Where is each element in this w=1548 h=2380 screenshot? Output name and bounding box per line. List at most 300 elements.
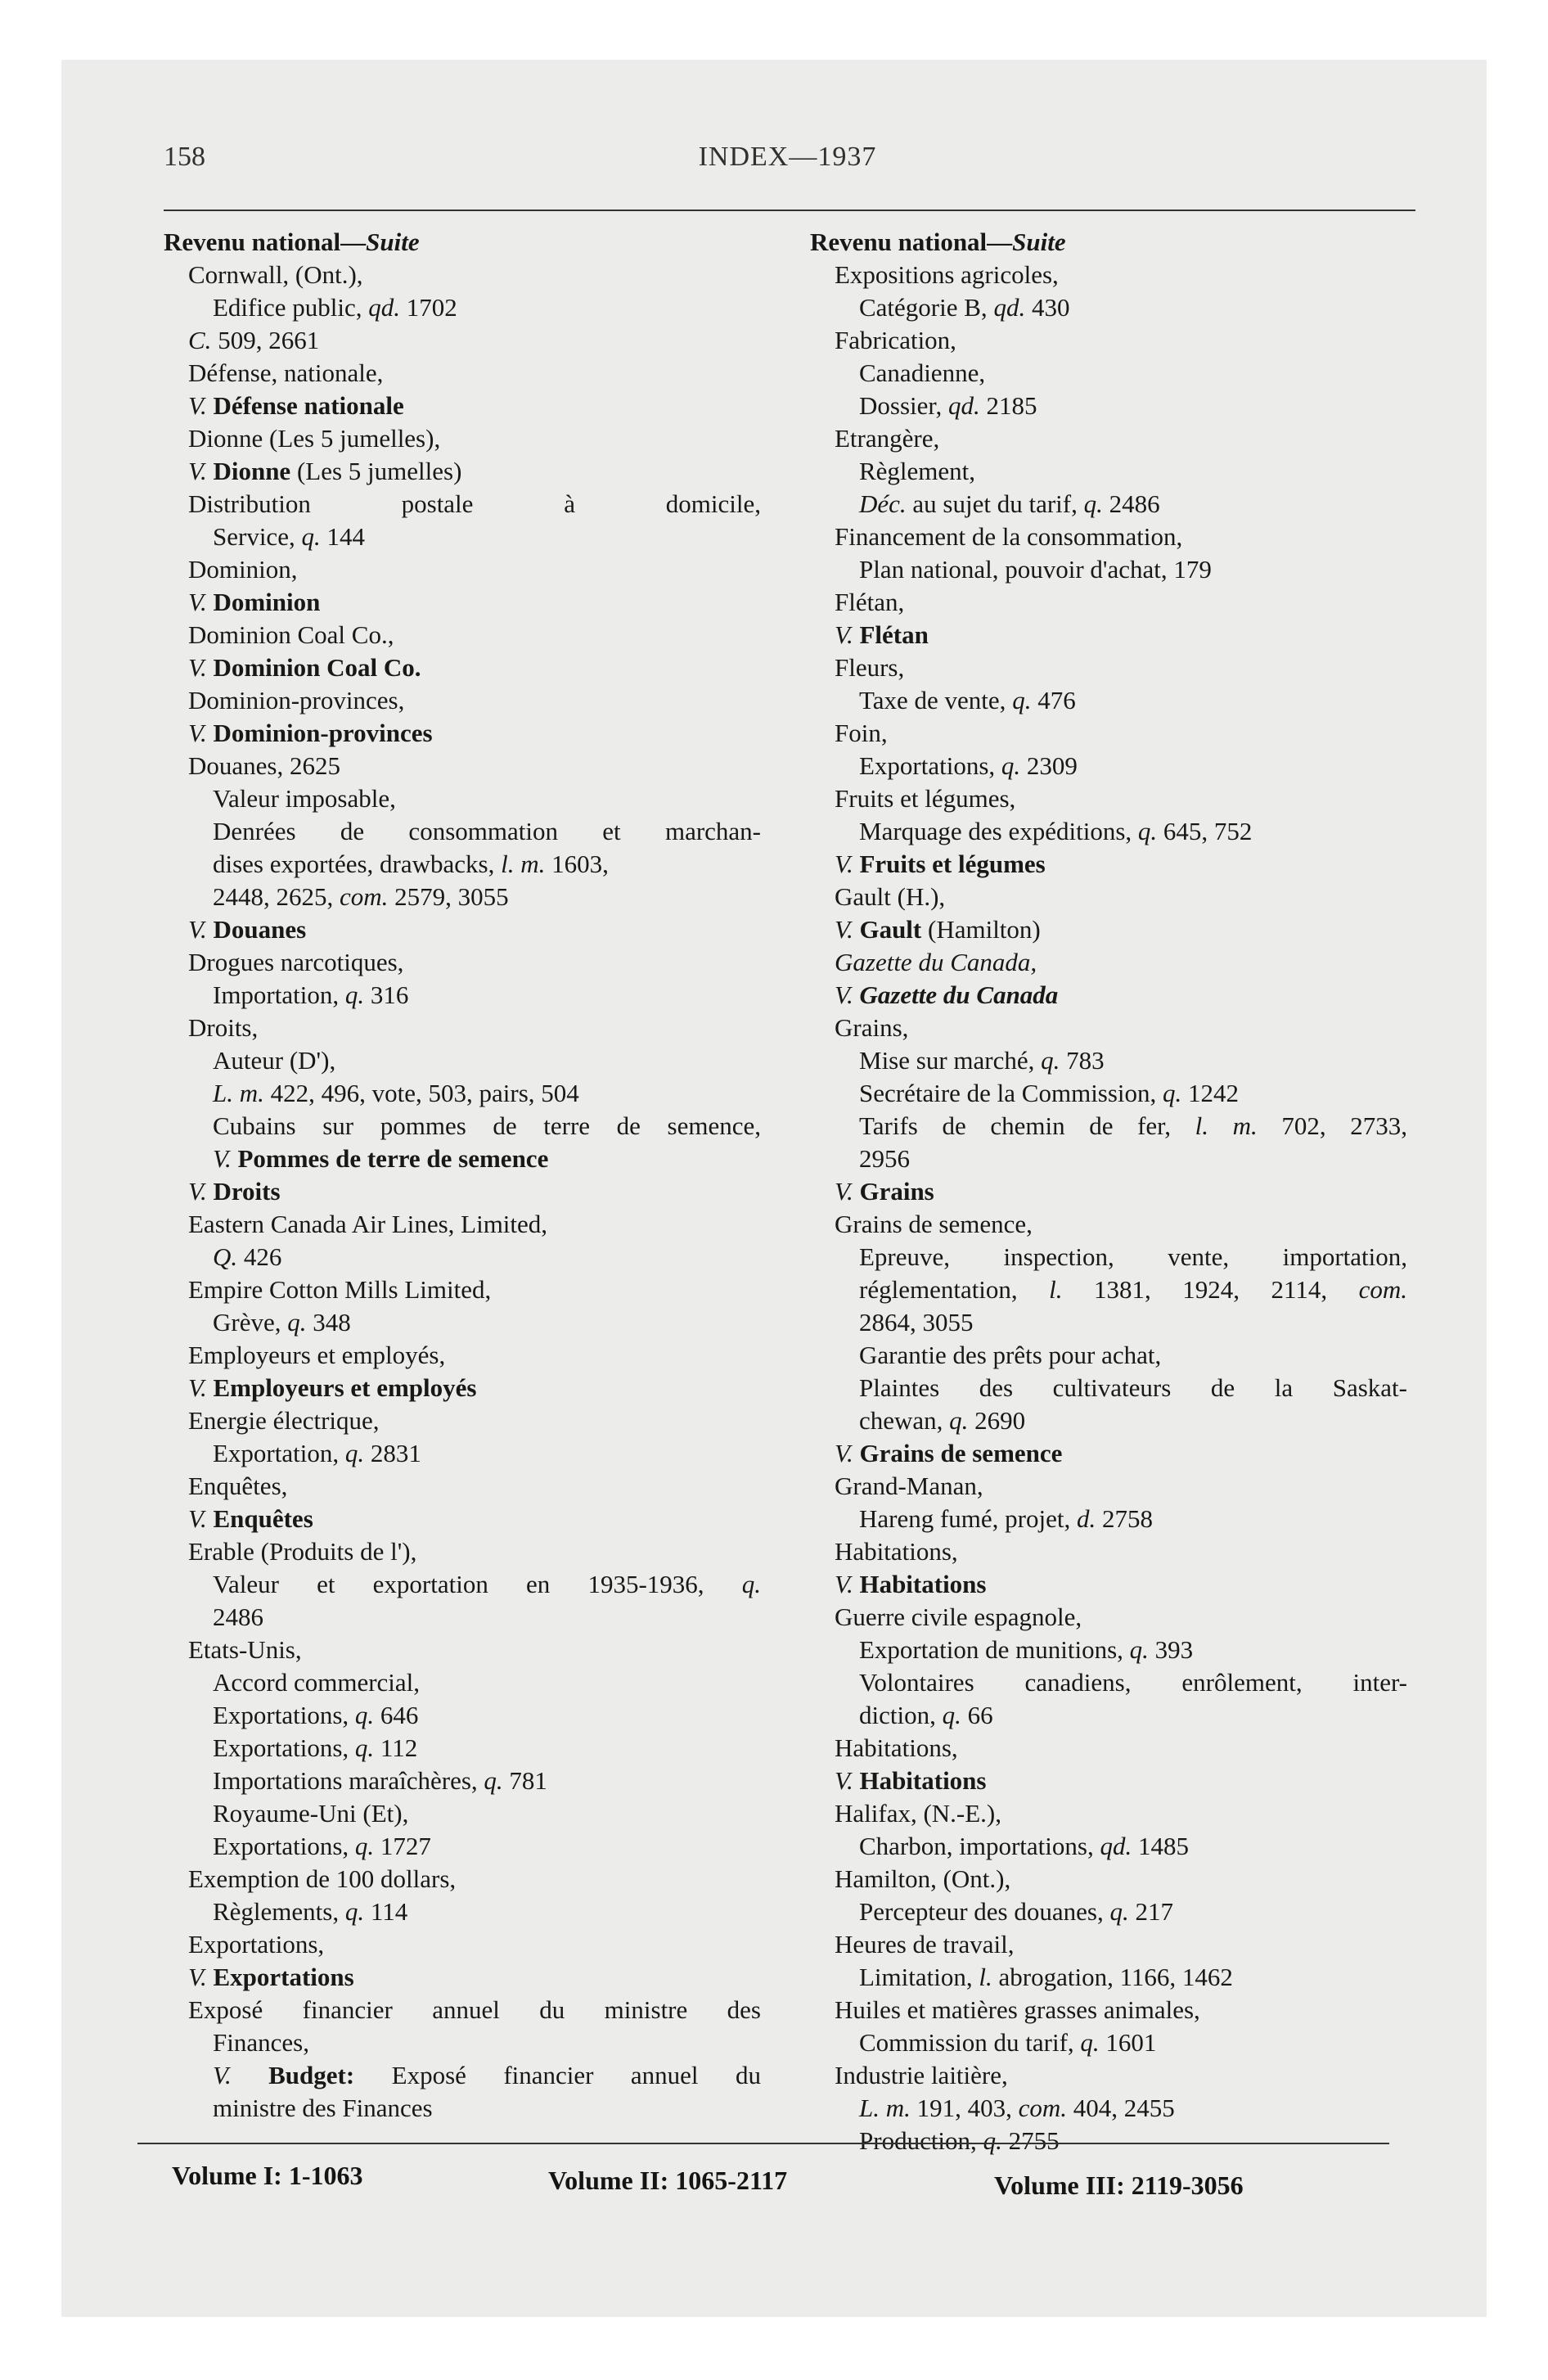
entry-text: Empire Cotton Mills Limited, <box>188 1275 492 1304</box>
entry-text: Fruits et légumes, <box>835 784 1016 813</box>
index-entry <box>164 357 761 390</box>
entry-text: Hamilton, (Ont.), <box>835 1864 1011 1893</box>
entry-text: Exportation de munitions, <box>859 1635 1130 1664</box>
reference-type: q. <box>1163 1079 1182 1107</box>
entry-text: Drogues narcotiques, <box>188 948 404 976</box>
index-entry <box>810 946 1407 979</box>
see-label: V. <box>188 1177 214 1206</box>
see-target: Budget: <box>268 2061 355 2089</box>
see-label: V. <box>188 457 214 485</box>
index-entry <box>810 390 1407 422</box>
index-entry <box>810 586 1407 619</box>
page-references: 144 <box>320 522 365 551</box>
entry-text: Foin, <box>835 719 888 747</box>
entry-text: Production, <box>859 2126 983 2155</box>
index-column-left <box>164 226 761 2125</box>
page-references: 2831 <box>364 1439 421 1467</box>
reference-type: q. <box>1129 1635 1149 1664</box>
reference-type: q. <box>983 2126 1002 2155</box>
page-references: 217 <box>1128 1897 1173 1926</box>
entry-text: Catégorie B, <box>859 293 994 322</box>
reference-type: q. <box>1083 489 1103 518</box>
entry-text: Exportations, <box>188 1930 325 1959</box>
entry-text: Plaintes des cultivateurs de la Saskat- <box>859 1373 1407 1402</box>
page-references: 348 <box>306 1308 351 1336</box>
reference-type: qd. <box>947 391 980 420</box>
index-entry <box>164 1863 761 1895</box>
index-cross-reference <box>164 1143 761 1175</box>
index-entry <box>164 1404 761 1437</box>
entry-text: Importation, <box>213 980 345 1009</box>
page-references: 645, 752 <box>1157 817 1253 845</box>
heading-continued: Suite <box>1012 228 1066 256</box>
see-label: V. <box>835 915 860 944</box>
reference-type: Gazette du Canada, <box>835 948 1037 976</box>
page-references: 422, 496, vote, 503, pairs, 504 <box>263 1079 579 1107</box>
index-entry <box>164 1110 761 1143</box>
reference-type: l. <box>979 1963 992 1991</box>
entry-text: Garantie des prêts pour achat, <box>859 1341 1162 1369</box>
index-entry <box>164 946 761 979</box>
see-label: V. <box>188 391 214 420</box>
entry-text: chewan, <box>859 1406 950 1435</box>
reference-type: q. <box>942 1701 961 1729</box>
entry-text: Denrées de consommation et marchan- <box>213 817 761 845</box>
index-entry <box>810 1961 1407 1994</box>
page-references: 2579, 3055 <box>388 882 509 911</box>
entry-text: Flétan, <box>835 588 905 616</box>
index-cross-reference <box>164 1961 761 1994</box>
index-entry <box>810 1044 1407 1077</box>
index-heading <box>164 226 761 259</box>
reference-type: q. <box>1012 686 1032 714</box>
index-entry <box>810 651 1407 684</box>
page-references: 1702 <box>400 293 457 322</box>
index-entry <box>164 881 761 913</box>
see-target: Gazette du Canada <box>859 980 1059 1009</box>
entry-text: Tarifs de chemin de fer, <box>859 1111 1195 1140</box>
entry-text: dises exportées, drawbacks, <box>213 850 502 878</box>
entry-text: Etats-Unis, <box>188 1635 302 1664</box>
index-cross-reference <box>164 1175 761 1208</box>
running-head: INDEX—1937 <box>698 142 877 172</box>
index-entry <box>810 488 1407 521</box>
page-references: 2309 <box>1020 751 1078 780</box>
entry-text: 2864, 3055 <box>859 1308 974 1336</box>
reference-type: q. <box>741 1570 761 1598</box>
entry-text: Habitations, <box>835 1733 958 1762</box>
page-references: 114 <box>364 1897 408 1926</box>
page-references: 2755 <box>1001 2126 1060 2155</box>
see-target: Droits <box>213 1177 281 1206</box>
index-entry <box>810 1404 1407 1437</box>
index-entry <box>810 2059 1407 2092</box>
index-cross-reference <box>164 1372 761 1404</box>
see-label: V. <box>188 915 214 944</box>
entry-text: Huiles et matières grasses animales, <box>835 1995 1200 2024</box>
index-entry <box>810 521 1407 553</box>
see-label: V. <box>835 1439 860 1467</box>
index-entry <box>810 881 1407 913</box>
index-entry <box>810 1863 1407 1895</box>
entry-text: Grains, <box>835 1013 909 1042</box>
index-entry <box>810 1241 1407 1273</box>
entry-text: Accord commercial, <box>213 1668 421 1697</box>
index-entry <box>164 815 761 848</box>
entry-text: Exemption de 100 dollars, <box>188 1864 457 1893</box>
index-entry <box>164 553 761 586</box>
see-target: Dominion Coal Co. <box>213 653 421 682</box>
page-references: 1381, 1924, 2114, <box>1062 1275 1359 1304</box>
entry-text: Taxe de vente, <box>859 686 1013 714</box>
index-entry <box>164 1306 761 1339</box>
index-cross-reference <box>810 619 1407 651</box>
page-references: 1242 <box>1181 1079 1240 1107</box>
index-entry <box>164 1077 761 1110</box>
index-entry <box>164 1568 761 1601</box>
index-entry <box>810 1503 1407 1535</box>
index-entry <box>164 1470 761 1503</box>
index-entry <box>164 1830 761 1863</box>
entry-text: Exportation, <box>213 1439 345 1467</box>
index-entry <box>164 291 761 324</box>
page-references: 404, 2455 <box>1067 2094 1175 2122</box>
reference-type: q. <box>354 1832 375 1860</box>
page-references: 1485 <box>1132 1832 1189 1860</box>
index-entry <box>810 357 1407 390</box>
index-entry <box>810 1110 1407 1143</box>
see-label: V. <box>835 620 860 649</box>
index-entry <box>810 1732 1407 1765</box>
see-target: Enquêtes <box>213 1504 313 1533</box>
volume-2-range: Volume II: 1065-2117 <box>548 2166 788 2195</box>
see-label: V. <box>835 850 860 878</box>
index-entry <box>810 1470 1407 1503</box>
index-entry <box>810 1273 1407 1306</box>
see-target-detail: Exposé financier annuel du <box>354 2061 761 2089</box>
entry-text: Dionne (Les 5 jumelles), <box>188 424 441 453</box>
entry-text: Limitation, <box>859 1963 979 1991</box>
index-entry <box>164 1928 761 1961</box>
index-entry <box>810 1928 1407 1961</box>
index-entry <box>164 422 761 455</box>
entry-text: Fabrication, <box>835 326 956 354</box>
page-references: 1727 <box>374 1832 431 1860</box>
see-label: V. <box>188 719 214 747</box>
entry-text: Edifice public, <box>213 293 369 322</box>
entry-text: Hareng fumé, projet, <box>859 1504 1077 1533</box>
reference-type: q. <box>1137 817 1158 845</box>
entry-text: Energie électrique, <box>188 1406 380 1435</box>
index-entry <box>164 1797 761 1830</box>
see-target-detail: (Hamilton) <box>921 915 1041 944</box>
see-target: Défense nationale <box>213 391 404 420</box>
entry-text: Douanes, 2625 <box>188 751 340 780</box>
entry-text: Grains de semence, <box>835 1210 1033 1238</box>
index-entry <box>164 979 761 1012</box>
page-references: 2758 <box>1096 1504 1153 1533</box>
reference-type: com. <box>1018 2094 1068 2122</box>
index-entry <box>810 717 1407 750</box>
index-entry <box>164 259 761 291</box>
heading-text: Revenu national— <box>164 228 367 256</box>
reference-type: qd. <box>1100 1832 1132 1860</box>
entry-text: Habitations, <box>835 1537 958 1566</box>
see-label: V. <box>835 1177 860 1206</box>
entry-text: Dominion, <box>188 555 298 584</box>
entry-text: Grève, <box>213 1308 288 1336</box>
reference-type: C. <box>188 326 212 354</box>
index-entry <box>164 750 761 782</box>
index-entry <box>164 1601 761 1634</box>
entry-text: Exportations, <box>859 751 1001 780</box>
index-entry <box>810 1797 1407 1830</box>
reference-type: Q. <box>213 1242 238 1271</box>
index-entry <box>810 815 1407 848</box>
entry-text: Financement de la consommation, <box>835 522 1183 551</box>
see-target: Grains <box>859 1177 934 1206</box>
entry-text: réglementation, <box>859 1275 1050 1304</box>
entry-text: Charbon, importations, <box>859 1832 1100 1860</box>
see-label: V. <box>213 2061 269 2089</box>
entry-text: Epreuve, inspection, vente, importation, <box>859 1242 1407 1271</box>
see-label: V. <box>835 1766 860 1795</box>
index-entry <box>810 1634 1407 1666</box>
entry-text: Royaume-Uni (Et), <box>213 1799 409 1828</box>
see-label: V. <box>188 653 214 682</box>
index-entry <box>164 324 761 357</box>
heading-text: Revenu national— <box>810 228 1013 256</box>
page-references: 509, 2661 <box>211 326 320 354</box>
entry-text: 2486 <box>213 1602 263 1631</box>
entry-text: Enquêtes, <box>188 1472 288 1500</box>
reference-type: q. <box>344 1897 365 1926</box>
index-entry <box>164 782 761 815</box>
page-references: 781 <box>502 1766 547 1795</box>
index-entry <box>164 1732 761 1765</box>
index-entry <box>810 750 1407 782</box>
index-entry <box>810 291 1407 324</box>
page-references: 191, 403, <box>910 2094 1019 2122</box>
page-references: 2486 <box>1102 489 1160 518</box>
index-cross-reference <box>810 1765 1407 1797</box>
reference-type: d. <box>1076 1504 1096 1533</box>
see-target: Fruits et légumes <box>859 850 1046 878</box>
entry-text: Expositions agricoles, <box>835 260 1059 289</box>
see-label: V. <box>188 1963 214 1991</box>
index-cross-reference <box>164 586 761 619</box>
page-header <box>164 142 1411 191</box>
reference-type: q. <box>1080 2028 1100 2057</box>
index-entry <box>164 488 761 521</box>
page-references: 476 <box>1031 686 1076 714</box>
see-target: Douanes <box>213 915 307 944</box>
entry-text: Secrétaire de la Commission, <box>859 1079 1163 1107</box>
entry-text: Etrangère, <box>835 424 940 453</box>
index-entry <box>810 455 1407 488</box>
reference-type: q. <box>1001 751 1021 780</box>
volume-3-range: Volume III: 2119-3056 <box>994 2170 1244 2200</box>
entry-text: Valeur et exportation en 1935-1936, <box>213 1570 742 1598</box>
entry-text: Exportations, <box>213 1733 355 1762</box>
entry-text: Importations maraîchères, <box>213 1766 484 1795</box>
entry-text: Gault (H.), <box>835 882 946 911</box>
index-entry <box>164 2092 761 2125</box>
entry-text: ministre des Finances <box>213 2094 433 2122</box>
see-target: Grains de semence <box>859 1439 1063 1467</box>
index-entry <box>164 1765 761 1797</box>
reference-type: qd. <box>993 293 1026 322</box>
entry-text: Défense, nationale, <box>188 358 384 387</box>
index-entry <box>164 1208 761 1241</box>
see-label: V. <box>835 980 860 1009</box>
volume-1-range: Volume I: 1-1063 <box>172 2161 363 2190</box>
index-cross-reference <box>810 913 1407 946</box>
page-references: 702, 2733, <box>1257 1111 1408 1140</box>
page-references: au sujet du tarif, <box>906 489 1084 518</box>
see-label: V. <box>835 1570 860 1598</box>
entry-text: Erable (Produits de l'), <box>188 1537 417 1566</box>
entry-text: Commission du tarif, <box>859 2028 1081 2057</box>
header-rule <box>164 210 1415 211</box>
entry-text: Auteur (D'), <box>213 1046 336 1075</box>
entry-text: Eastern Canada Air Lines, Limited, <box>188 1210 548 1238</box>
entry-text: 2448, 2625, <box>213 882 340 911</box>
reference-type: q. <box>344 980 365 1009</box>
index-entry <box>810 1077 1407 1110</box>
page-references: 2185 <box>979 391 1037 420</box>
entry-text: Règlements, <box>213 1897 345 1926</box>
index-entry <box>810 1994 1407 2026</box>
page-references: 783 <box>1060 1046 1105 1075</box>
reference-type: L. m. <box>859 2094 911 2122</box>
entry-text: diction, <box>859 1701 943 1729</box>
page-references: abrogation, 1166, 1462 <box>992 1963 1233 1991</box>
reference-type: q. <box>949 1406 969 1435</box>
page-references: 430 <box>1025 293 1070 322</box>
volume-footer <box>172 2157 1350 2206</box>
index-entry <box>164 1666 761 1699</box>
see-target: Habitations <box>859 1570 987 1598</box>
reference-type: com. <box>1358 1275 1407 1304</box>
footer-rule <box>137 2143 1389 2144</box>
entry-text: Volontaires canadiens, enrôlement, inter- <box>859 1668 1407 1697</box>
index-column-right <box>810 226 1407 2157</box>
entry-text: 2956 <box>859 1144 910 1173</box>
see-target: Dionne <box>213 457 291 485</box>
entry-text: Marquage des expéditions, <box>859 817 1138 845</box>
see-label: V. <box>188 1373 214 1402</box>
reference-type: q. <box>354 1733 375 1762</box>
index-entry <box>810 2092 1407 2125</box>
entry-text: Finances, <box>213 2028 309 2057</box>
entry-text: Distribution postale à domicile, <box>188 489 761 518</box>
reference-type: q. <box>287 1308 307 1336</box>
entry-text: Droits, <box>188 1013 259 1042</box>
index-cross-reference <box>164 717 761 750</box>
index-entry <box>164 1535 761 1568</box>
index-entry <box>164 1273 761 1306</box>
reference-type: q. <box>354 1701 375 1729</box>
page-references: 426 <box>237 1242 282 1271</box>
reference-type: L. m. <box>213 1079 264 1107</box>
index-entry <box>164 2026 761 2059</box>
index-cross-reference <box>164 1503 761 1535</box>
index-entry <box>810 1012 1407 1044</box>
index-cross-reference <box>164 651 761 684</box>
entry-text: Guerre civile espagnole, <box>835 1602 1082 1631</box>
index-entry <box>164 1437 761 1470</box>
index-cross-reference <box>810 1437 1407 1470</box>
index-entry <box>810 2026 1407 2059</box>
index-entry <box>164 521 761 553</box>
entry-text: Percepteur des douanes, <box>859 1897 1110 1926</box>
index-entry <box>164 684 761 717</box>
index-entry <box>810 1339 1407 1372</box>
index-entry <box>164 1994 761 2026</box>
index-entry <box>164 1634 761 1666</box>
reference-type: q. <box>344 1439 365 1467</box>
reference-type: com. <box>340 882 389 911</box>
entry-text: Canadienne, <box>859 358 986 387</box>
index-cross-reference <box>164 913 761 946</box>
see-target: Employeurs et employés <box>213 1373 477 1402</box>
entry-text: Valeur imposable, <box>213 784 396 813</box>
index-cross-reference <box>810 1175 1407 1208</box>
entry-text: Exportations, <box>213 1832 355 1860</box>
entry-text: Cubains sur pommes de terre de semence, <box>213 1111 761 1140</box>
see-target: Gault <box>859 915 922 944</box>
reference-type: q. <box>1109 1897 1129 1926</box>
entry-text: Grand-Manan, <box>835 1472 983 1500</box>
index-entry <box>810 1895 1407 1928</box>
index-entry <box>164 1895 761 1928</box>
index-entry <box>810 422 1407 455</box>
index-entry <box>164 619 761 651</box>
page-references: 66 <box>961 1701 993 1729</box>
entry-text: Industrie laitière, <box>835 2061 1008 2089</box>
entry-text: Service, <box>213 522 302 551</box>
entry-text: Dominion Coal Co., <box>188 620 394 649</box>
see-target: Habitations <box>859 1766 987 1795</box>
index-entry <box>164 1012 761 1044</box>
index-entry <box>810 1535 1407 1568</box>
entry-text: Plan national, pouvoir d'achat, 179 <box>859 555 1212 584</box>
index-entry <box>810 1372 1407 1404</box>
entry-text: Exposé financier annuel du ministre des <box>188 1995 761 2024</box>
page-references: 2690 <box>968 1406 1026 1435</box>
see-target: Flétan <box>859 620 929 649</box>
index-entry <box>810 553 1407 586</box>
page-number: 158 <box>164 142 205 172</box>
reference-type: q. <box>484 1766 503 1795</box>
index-entry <box>164 1241 761 1273</box>
page-references: 1603, <box>545 850 609 878</box>
see-target: Dominion <box>213 588 321 616</box>
index-heading <box>810 226 1407 259</box>
index-cross-reference <box>810 979 1407 1012</box>
index-cross-reference <box>164 2059 761 2092</box>
see-target: Dominion-provinces <box>213 719 433 747</box>
entry-text: Halifax, (N.-E.), <box>835 1799 1001 1828</box>
index-entry <box>810 1830 1407 1863</box>
index-entry <box>810 1143 1407 1175</box>
entry-text: Mise sur marché, <box>859 1046 1042 1075</box>
index-entry <box>810 1306 1407 1339</box>
reference-type: l. m. <box>1195 1111 1258 1140</box>
index-entry <box>810 259 1407 291</box>
index-cross-reference <box>810 1568 1407 1601</box>
